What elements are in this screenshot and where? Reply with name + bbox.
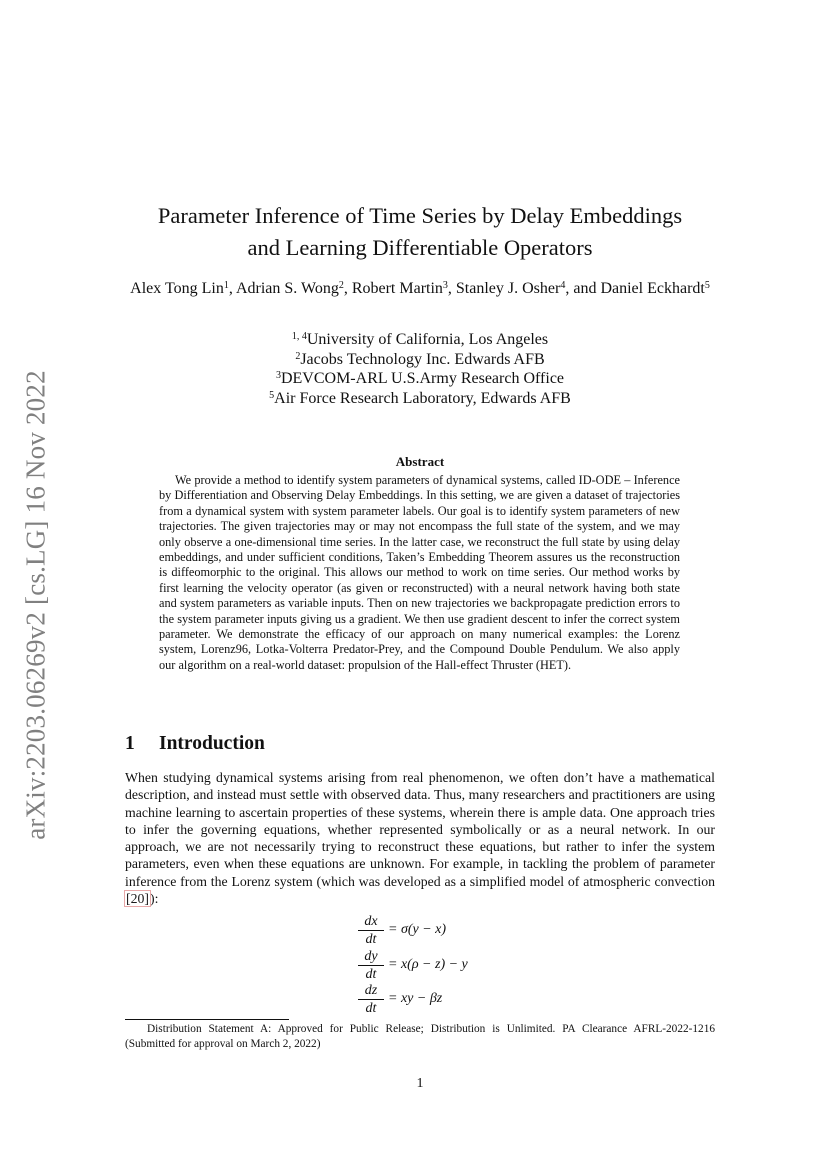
fraction-bar bbox=[358, 930, 384, 931]
fraction-numerator: dz bbox=[364, 983, 378, 998]
affiliation-line bbox=[150, 350, 690, 370]
derivative-fraction bbox=[358, 983, 384, 1016]
introduction-text-end: ): bbox=[150, 891, 159, 907]
author-affiliation-mark: 4 bbox=[560, 280, 566, 291]
affiliation-name: University of California, Los Angeles bbox=[306, 331, 549, 348]
author-name: Stanley J. Osher bbox=[455, 280, 561, 297]
fraction-denominator: dt bbox=[365, 967, 377, 982]
derivative-fraction bbox=[358, 949, 384, 982]
introduction-paragraph bbox=[125, 769, 715, 907]
affiliation-mark: 1, 4 bbox=[291, 331, 307, 342]
citation-link[interactable]: [20] bbox=[126, 891, 149, 907]
paper-title-line-1: Parameter Inference of Time Series by Delay Embeddings bbox=[157, 203, 683, 228]
affiliation-name: DEVCOM-ARL U.S.Army Research Office bbox=[280, 370, 565, 387]
affiliation-list bbox=[150, 330, 690, 408]
author-separator: , bbox=[343, 280, 352, 297]
affiliation-name: Air Force Research Laboratory, Edwards AFB bbox=[274, 389, 571, 407]
fraction-bar bbox=[358, 965, 384, 966]
fraction-denominator: dt bbox=[365, 1001, 377, 1016]
fraction-bar bbox=[358, 999, 384, 1000]
fraction-numerator: dx bbox=[364, 914, 378, 929]
author-list bbox=[115, 279, 725, 298]
fraction-numerator: dy bbox=[364, 949, 378, 964]
affiliation-name: Jacobs Technology Inc. Edwards AFB bbox=[300, 350, 545, 368]
affiliation-mark: 5 bbox=[269, 389, 275, 401]
author-name: Alex Tong Lin bbox=[130, 280, 224, 297]
arxiv-identifier-text: arXiv:2203.06269v2 [cs.LG] 16 Nov 2022 bbox=[20, 370, 51, 840]
author-separator: , bbox=[228, 280, 236, 297]
author-affiliation-mark: 2 bbox=[338, 280, 344, 291]
equation-rhs: = σ(y − x) bbox=[388, 922, 447, 937]
author-separator: , and bbox=[565, 280, 601, 297]
author-affiliation-mark: 1 bbox=[223, 280, 229, 291]
author-affiliation-mark: 3 bbox=[442, 280, 448, 291]
affiliation-line bbox=[150, 369, 690, 389]
section-title: Introduction bbox=[159, 733, 265, 754]
equation-rhs: = x(ρ − z) − y bbox=[388, 957, 468, 972]
section-number: 1 bbox=[125, 733, 135, 754]
fraction-denominator: dt bbox=[365, 932, 377, 947]
author-separator: , bbox=[447, 280, 456, 297]
affiliation-line bbox=[150, 330, 690, 350]
affiliation-mark: 3 bbox=[275, 370, 281, 381]
author-affiliation-mark: 5 bbox=[704, 280, 710, 291]
paper-title bbox=[100, 200, 740, 264]
author-name: Daniel Eckhardt bbox=[600, 280, 705, 297]
affiliation-mark: 2 bbox=[295, 350, 301, 362]
abstract-text: We provide a method to identify system parameters of dynamical systems, called ID-ODE – Inference by Differentiation and Observing Delay Embeddings. In this setting, we are given a dataset of trajectories from a dynamical system with system parameter labels. Our goal is to identify system parameters of new trajectories. The given trajectories may or may not encompass the full state of the system, and we may only observe a one-dimensional time series. In the latter case, we reconstruct the full state by using delay embeddings, and under sufficient conditions, Taken’s Embedding Theorem assures us the reconstruction is diffeomorphic to the original. This allows our method to work on time series. Our method works by first learning the velocity operator (as given or reconstructed) with a neural network having both state and system parameters as variable inputs. Then on new trajectories we backpropagate prediction errors to the system parameter inputs giving us a gradient. We then use gradient descent to infer the correct system parameter. We demonstrate the efficacy of our approach on many numerical examples: the Lorenz system, Lorenz96, Lotka-Volterra Predator-Prey, and the Compound Double Pendulum. We also apply our algorithm on a real-world dataset: propulsion of the Hall-effect Thruster (HET). bbox=[159, 473, 680, 672]
derivative-fraction bbox=[358, 914, 384, 947]
page-number: 1 bbox=[416, 1076, 424, 1091]
affiliation-line bbox=[150, 389, 690, 409]
section-heading bbox=[125, 733, 265, 755]
abstract-heading: Abstract bbox=[395, 454, 445, 469]
introduction-text: When studying dynamical systems arising from real phenomenon, we often don’t have a mathematical description, and instead must settle with observed data. Thus, many researchers and practitioners are using machine learning to ascertain properties of these systems, wherein there is ample data. One approach tries to infer the governing equations, whether represented symbolically or as a neural network. In our approach, we are not necessarily trying to reconstruct these equations, but rather to infer the system parameters, even when these equations are unknown. For example, in tackling the problem of parameter inference from the Lorenz system (which was developed as a simplified model of atmospheric convection bbox=[125, 770, 715, 889]
author-name: Adrian S. Wong bbox=[235, 280, 339, 297]
author-name: Robert Martin bbox=[351, 280, 443, 297]
footnote-rule bbox=[125, 1019, 289, 1020]
paper-title-line-2: and Learning Differentiable Operators bbox=[247, 235, 593, 260]
footnote: Distribution Statement A: Approved for Public Release; Distribution is Unlimited. PA Clearance AFRL-2022-1216 (Submitted for approval on March 2, 2022) bbox=[125, 1023, 715, 1050]
equation-rhs: = xy − βz bbox=[388, 991, 443, 1006]
